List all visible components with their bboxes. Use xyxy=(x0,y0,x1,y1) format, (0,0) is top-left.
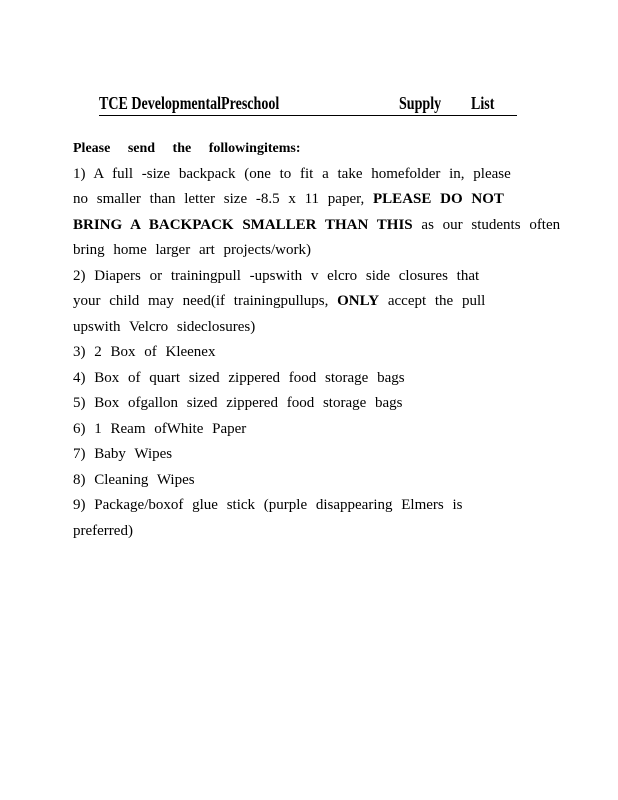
item-4: 4) Box of quart sized zippered food storage bags xyxy=(73,369,405,386)
item-1-emphasis-start: PLEASE DO NOT xyxy=(373,191,504,207)
item-8: 8) Cleaning Wipes xyxy=(73,471,195,488)
item-7: 7) Baby Wipes xyxy=(73,446,173,462)
item-1-emphasis-end: BRING A BACKPACK SMALLER THAN THIS xyxy=(73,216,413,233)
item-2-line-2-end: accept the pull xyxy=(387,293,486,309)
title-school-name: TCE DevelopmentalPreschool xyxy=(99,93,280,113)
item-5: 5) Box ofgallon sized zippered food storage bags xyxy=(73,395,403,411)
item-2-line-1: 2) Diapers or trainingpull -upswith v elcro side closures that xyxy=(73,267,480,284)
document-title xyxy=(99,93,517,116)
item-1-line-2 xyxy=(73,187,543,213)
item-9-line-1: 9) Package/boxof glue stick (purple disappearing Elmers is xyxy=(73,497,463,513)
item-2-line-3: upswith Velcro sideclosures) xyxy=(73,318,256,335)
supply-list-body xyxy=(73,136,561,544)
item-2-line-2 xyxy=(73,289,543,315)
item-1-line-3 xyxy=(73,213,561,239)
item-3: 3) 2 Box of Kleenex xyxy=(73,344,216,360)
item-9-line-2: preferred) xyxy=(73,522,133,539)
item-2-emphasis: ONLY xyxy=(337,293,380,309)
item-1-line-1: 1) A full -size backpack (one to fit a take homefolder in, please xyxy=(73,165,511,182)
item-1-line-3-text: as our students often xyxy=(421,216,561,233)
item-1-line-2-text: no smaller than letter size -8.5 x 11 paper, xyxy=(73,191,365,207)
item-1-line-4: bring home larger art projects/work) xyxy=(73,242,311,258)
intro-line: Please send the followingitems: xyxy=(73,141,301,156)
title-word-list: List xyxy=(471,93,495,113)
item-2-line-2-text: your child may need(if trainingpullups, xyxy=(73,293,329,309)
title-word-supply: Supply xyxy=(399,93,442,113)
item-6: 6) 1 Ream ofWhite Paper xyxy=(73,420,247,437)
